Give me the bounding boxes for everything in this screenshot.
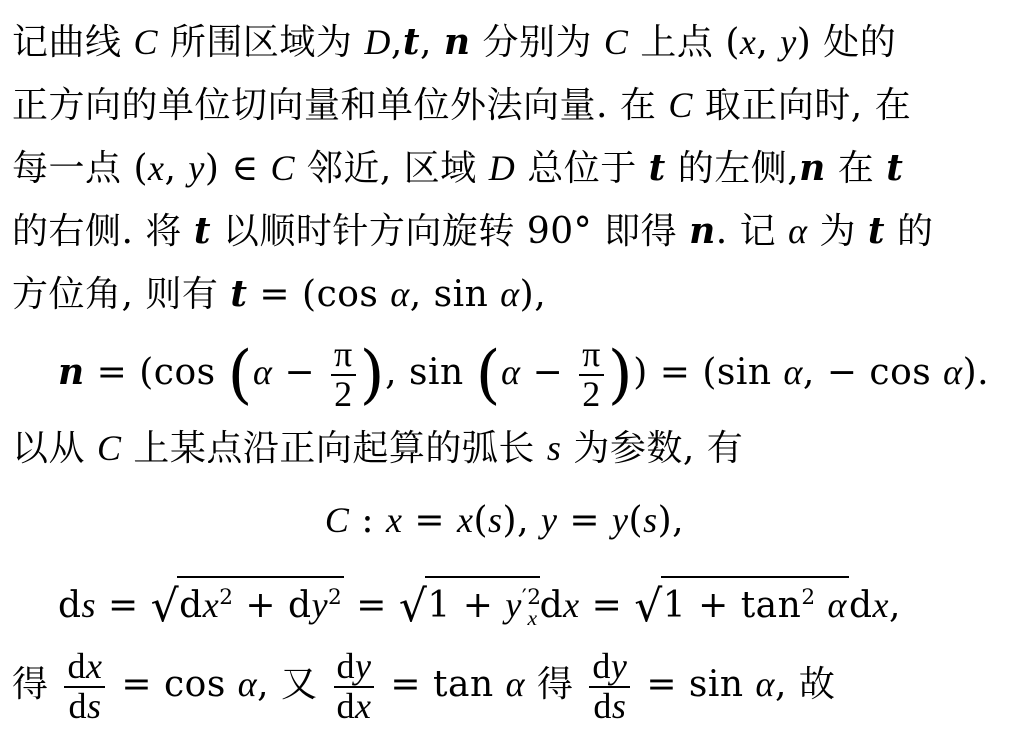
- formula-parametric: C : x = x(s), y = y(s),: [324, 500, 685, 541]
- paragraph-line-5: 方位角, 则有 t = (cos α, sin α),: [12, 273, 547, 315]
- paragraph-line-10: 得 $\frac{dx}{ds}$ = cos α, 又 $\frac{dy}{dx}$ = tan α 得 $\frac{dy}{ds}$ = sin α, 故: [12, 646, 836, 726]
- paragraph-line-2: 正方向的单位切向量和单位外法向量. 在 C 取正向时, 在: [12, 85, 912, 126]
- paragraph-line-1: 记曲线 C 所围区域为 D,t, n 分别为 C 上点 (x, y) 处的: [12, 21, 897, 63]
- paragraph-line-7: 以从 C 上某点沿正向起算的弧长 s 为参数, 有: [12, 428, 744, 469]
- paragraph-line-3: 每一点 (x, y) ∈ C 邻近, 区域 D 总位于 t 的左侧,n 在 t: [12, 147, 904, 189]
- formula-arc-length: ds = $√dx^2 + dy^2 = √1 + y^{'2}_xdx = √1 + \tan^2 \alpha dx$,: [58, 576, 901, 638]
- formula-normal-vector: n = (cos (α − $\frac{\pi}{2}$ ), sin (α − $\frac{\pi}{2}$ )) = (sin α, − cos α).: [58, 334, 990, 414]
- paragraph-line-4: 的右侧. 将 t 以顺时针方向旋转 90° 即得 n. 记 α 为 t 的: [12, 210, 934, 252]
